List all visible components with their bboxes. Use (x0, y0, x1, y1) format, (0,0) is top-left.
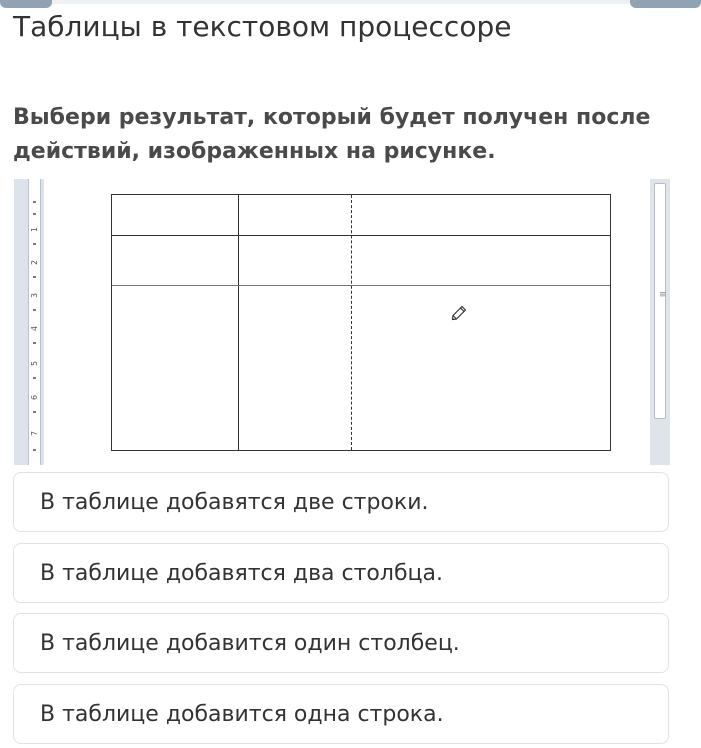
ruler-number: 4 (30, 325, 39, 332)
question-text: Выбери результат, который будет получен после действий, изображенных на рисунке. (13, 105, 651, 164)
ruler-tick (33, 243, 36, 245)
answer-option[interactable]: В таблице добавится один столбец. (13, 613, 669, 673)
ruler-number: 7 (30, 430, 39, 437)
table-row-border (112, 235, 610, 236)
word-table (111, 194, 611, 451)
drawn-column-line (351, 195, 352, 450)
scrollbar-thumb (654, 183, 666, 419)
top-divider (52, 0, 630, 4)
scrollbar-grip-icon: ≡ (659, 290, 667, 300)
table-row-border (112, 285, 610, 286)
ruler-tick (33, 309, 36, 311)
answer-option[interactable]: В таблице добавятся два столбца. (13, 543, 669, 603)
ruler-number: 5 (30, 360, 39, 367)
ruler-tick (33, 411, 36, 413)
top-tab-left (0, 0, 52, 8)
top-tab-right (630, 0, 701, 8)
ruler-number: 6 (30, 394, 39, 401)
answer-option[interactable]: В таблице добавится одна строка. (13, 684, 669, 744)
ruler-tick (33, 213, 36, 215)
page-title: Таблицы в текстовом процессоре (13, 10, 512, 43)
ruler-tick (33, 342, 36, 344)
ruler-tick (33, 276, 36, 278)
ruler-track (28, 179, 41, 465)
table-column-border (238, 195, 239, 450)
question-figure (14, 179, 670, 465)
ruler-number: 2 (30, 259, 39, 266)
ruler-tick (33, 377, 36, 379)
ruler-tick (33, 201, 36, 203)
ruler-number: 3 (30, 292, 39, 299)
ruler-number: 1 (30, 226, 39, 233)
ruler-tick (33, 449, 36, 451)
pencil-icon (451, 305, 467, 321)
vertical-ruler (14, 179, 44, 465)
answer-option[interactable]: В таблице добавятся две строки. (13, 472, 669, 532)
vertical-scrollbar (650, 179, 670, 465)
